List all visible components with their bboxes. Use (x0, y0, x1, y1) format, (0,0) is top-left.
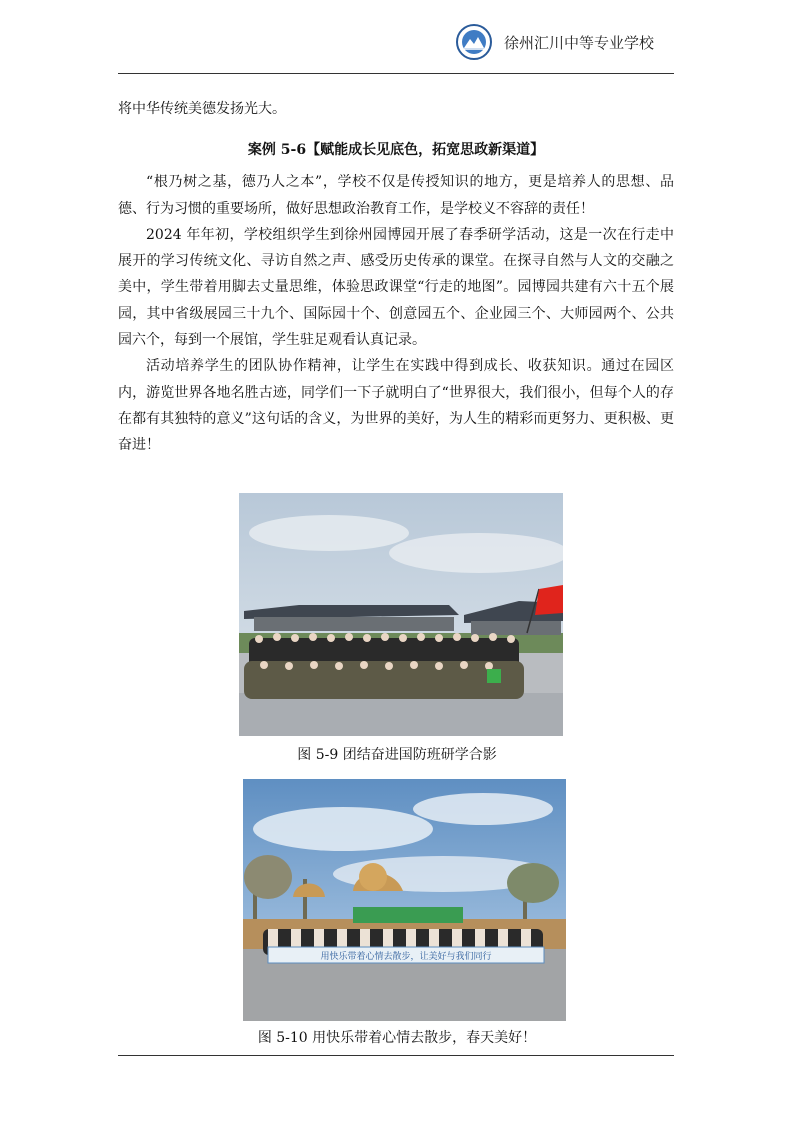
footer-rule (118, 1055, 674, 1056)
school-name: 徐州汇川中等专业学校 (504, 34, 655, 52)
paragraph: 2024 年年初，学校组织学生到徐州园博园开展了春季研学活动，这是一次在行走中展开的学习传统文化、寻访自然之声、感受历史传承的课堂。在探寻自然与人文的交融之美中，学生带着用脚去丈量思维，体验思政课堂“行走的地图”。园博园共建有六十五个展园，其中省级展园三十九个、国际园十个、创意园五个、企业园三个、大师园两个、公共园六个，每到一个展馆，学生驻足观看认真记录。 (118, 226, 674, 349)
paragraph: “根乃树之基，德乃人之本”，学校不仅是传授知识的地方，更是培养人的思想、品德、行为习惯的重要场所，做好思想政治教育工作，是学校义不容辞的责任！ (118, 174, 674, 217)
group-photo-1 (239, 493, 563, 736)
group-photo-2 (243, 779, 566, 1021)
banner-text: 用快乐带着心情去散步，让美好与我们同行 (320, 952, 492, 962)
lead-line: 将中华传统美德发扬光大。 (118, 101, 286, 117)
school-emblem-icon (456, 24, 492, 60)
figure-caption: 图 5-9 团结奋进国防班研学合影 (297, 747, 497, 763)
page-header (118, 18, 674, 74)
header-rule (118, 73, 674, 74)
case-title: 案例 5-6【赋能成长见底色，拓宽思政新渠道】 (247, 142, 545, 159)
paragraph: 活动培养学生的团队协作精神，让学生在实践中得到成长、收获知识。通过在园区内，游览世界各地名胜古迹，同学们一下子就明白了“世界很大，我们很小，但每个人的存在都有其独特的意义”这句话的含义，为世界的美好，为人生的精彩而更努力、更积极、更奋进！ (118, 358, 674, 454)
figure-caption: 图 5-10 用快乐带着心情去散步，春天美好！ (257, 1030, 537, 1046)
article-body (118, 96, 674, 459)
